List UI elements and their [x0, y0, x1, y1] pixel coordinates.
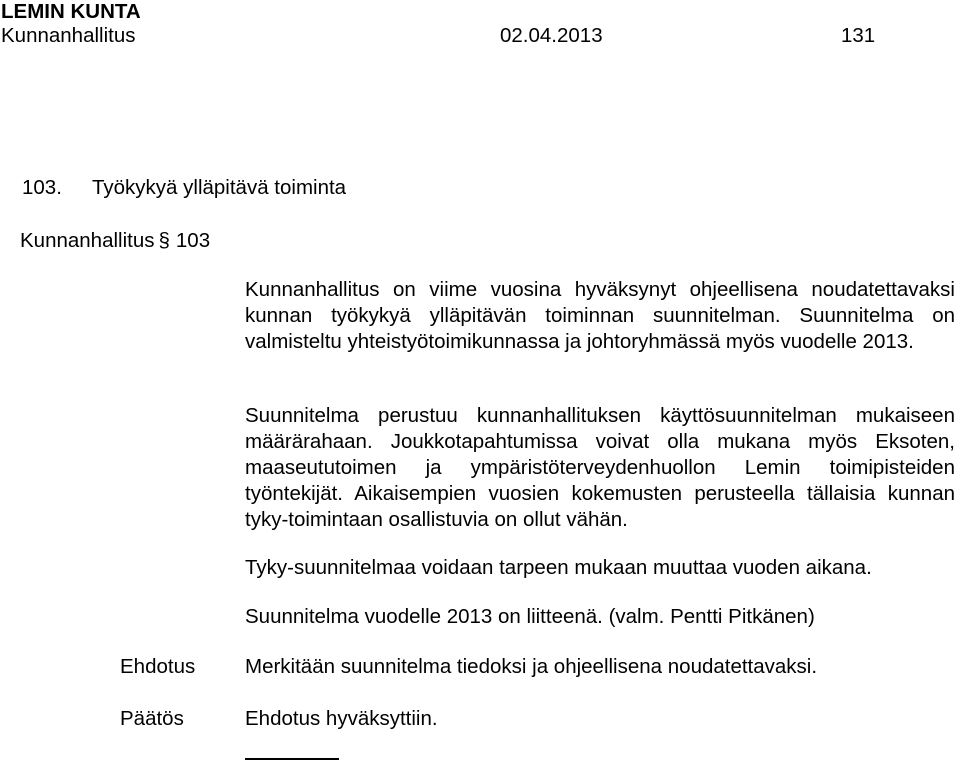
paragraph-attachment: Suunnitelma vuodelle 2013 on liitteenä. (valm. Pentti Pitkänen) [245, 605, 815, 628]
paragraph-changes: Tyky-suunnitelmaa voidaan tarpeen mukaan muuttaa vuoden aikana. [245, 556, 872, 579]
item-number: 103. [22, 176, 62, 199]
section-reference [20, 229, 210, 253]
paragraph-background: Kunnanhallitus on viime vuosina hyväksynyt ohjeellisena noudatettavaksi kunnan työkykyä ylläpitävän toiminnan suunnitelman. Suunnitelma on valmisteltu yhteistyötoimikunnassa ja johtoryhmässä myös vuodelle 2013. [245, 278, 955, 353]
decision-text: Ehdotus hyväksyttiin. [245, 707, 438, 730]
header-date: 02.04.2013 [500, 24, 603, 47]
proposal-text: Merkitään suunnitelma tiedoksi ja ohjeellisena noudatettavaksi. [245, 655, 818, 678]
decision-label: Päätös [120, 707, 184, 730]
reference-number: 103 [175, 229, 211, 252]
proposal-label: Ehdotus [120, 655, 196, 678]
municipality-name: LEMIN KUNTA [1, 0, 141, 23]
paragraph-funding: Suunnitelma perustuu kunnanhallituksen käyttösuunnitelman mukaiseen määrärahaan. Joukkotapahtumissa voivat olla mukana myös Eksoten, maaseututoimen ja ympäristöterveydenhuollon Lemin toimipisteiden työntekijät. Aikaisempien vuosien kokemusten perusteella tällaisia kunnan tyky-toimintaan osallistuvia on ollut vähän. [245, 404, 955, 531]
item-title: Työkykyä ylläpitävä toiminta [92, 176, 347, 199]
signature-rule [245, 758, 339, 760]
reference-body: Kunnanhallitus [20, 229, 155, 252]
section-sign: § [158, 229, 170, 252]
header-body-name: Kunnanhallitus [1, 24, 136, 47]
page-number: 131 [841, 24, 876, 47]
